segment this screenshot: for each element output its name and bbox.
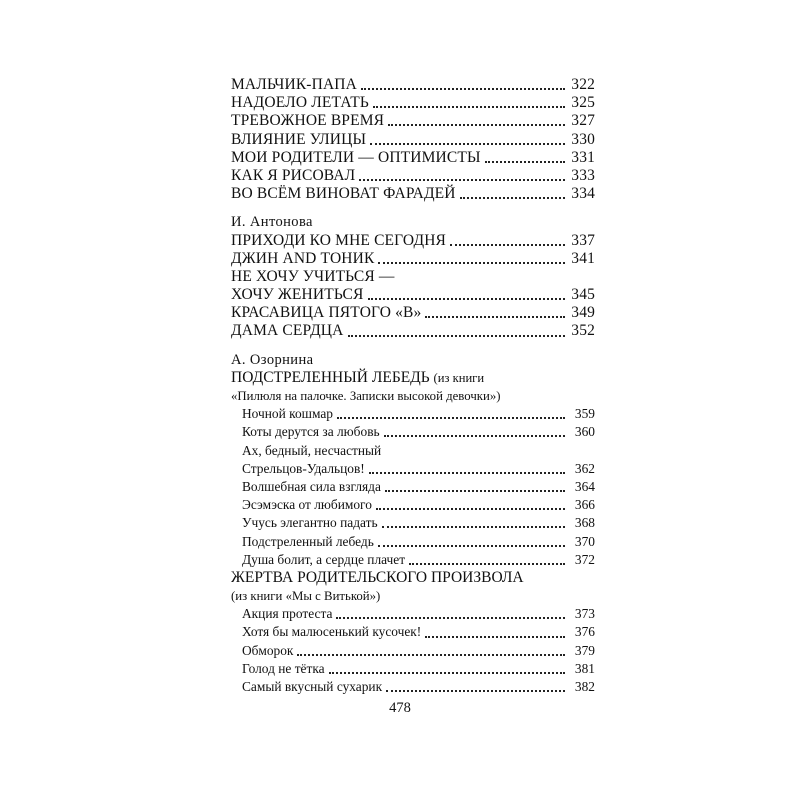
toc-entry-title: НАДОЕЛО ЛЕТАТЬ (231, 94, 369, 112)
toc-entry-page: 379 (574, 642, 595, 658)
leader-dots (337, 417, 565, 419)
leader-dots (425, 636, 565, 638)
toc-entry-title: Ночной кошмар (242, 406, 333, 422)
section-title-text: ПОДСТРЕЛЕННЫЙ ЛЕБЕДЬ (231, 368, 430, 386)
author-name: А. Озорнина (231, 351, 314, 368)
section-subtitle: «Пилюля на палочке. Записки высокой девочки») (231, 389, 501, 403)
toc-entry-page: 376 (574, 624, 595, 640)
toc-entry-title: Хотя бы малюсенький кусочек! (242, 624, 422, 640)
toc-entry (231, 623, 595, 641)
section-title: ЖЕРТВА РОДИТЕЛЬСКОГО ПРОИЗВОЛА (231, 568, 524, 586)
toc-entry (231, 605, 595, 623)
toc-entry-page: 368 (574, 515, 595, 531)
toc-entry (231, 423, 595, 441)
toc-entry-page: 381 (574, 660, 595, 676)
toc-entry-title: Душа болит, а сердце плачет (242, 551, 406, 567)
toc-entry (231, 460, 595, 478)
toc-entry-title: ДЖИН AND ТОНИК (231, 249, 375, 267)
leader-dots (385, 490, 565, 492)
toc-entry (231, 642, 595, 660)
toc-entry (231, 286, 595, 304)
toc-entry-title: Эсэмэска от любимого (242, 497, 372, 513)
section-subtitle: (из книги «Мы с Витькой») (231, 589, 381, 604)
toc-entry (231, 478, 595, 496)
toc-entry-title: ТРЕВОЖНОЕ ВРЕМЯ (231, 112, 385, 130)
toc-entry-title: Акция протеста (242, 606, 333, 622)
toc-entry-page: 372 (574, 551, 595, 567)
toc-entry-title: Обморок (242, 642, 294, 658)
toc-entry-page: 330 (571, 130, 595, 148)
toc-entry (231, 131, 595, 149)
toc-entry (231, 149, 595, 167)
toc-entry-title: Коты дерутся за любовь (242, 424, 380, 440)
toc-entry (231, 167, 595, 185)
toc-entry-page: 362 (574, 460, 595, 476)
toc-entry-title: Самый вкусный сухарик (242, 679, 383, 694)
leader-dots (384, 435, 565, 437)
toc-entry-page: 364 (574, 478, 595, 494)
leader-dots (485, 161, 565, 163)
toc-entry-page: 333 (571, 166, 595, 184)
toc-entry-page: 325 (571, 94, 595, 112)
toc-entry-page: 341 (571, 249, 595, 267)
toc-entry-title: ВО ВСЁМ ВИНОВАТ ФАРАДЕЙ (231, 185, 456, 203)
toc-entry-page: 360 (574, 424, 595, 440)
toc-entry-page: 322 (571, 76, 595, 93)
toc-entry-title: ПРИХОДИ КО МНЕ СЕГОДНЯ (231, 231, 447, 249)
leader-dots (386, 690, 565, 692)
toc-entry-page: 334 (571, 185, 595, 203)
leader-dots (373, 106, 565, 108)
toc-entry-title: Стрельцов-Удальцов! (242, 460, 365, 476)
toc-entry-title: МОИ РОДИТЕЛИ — ОПТИМИСТЫ (231, 148, 481, 166)
toc-entry-title: ХОЧУ ЖЕНИТЬСЯ (231, 286, 364, 304)
toc-entry-title: КАК Я РИСОВАЛ (231, 166, 356, 184)
leader-dots (336, 617, 565, 619)
toc-entry-page: 382 (574, 679, 595, 694)
toc-entry (231, 94, 595, 112)
section-note: (из книги (433, 370, 485, 385)
toc-entry (231, 405, 595, 423)
toc-entry-title: МАЛЬЧИК-ПАПА (231, 76, 357, 93)
toc-entry-title: КРАСАВИЦА ПЯТОГО «В» (231, 304, 422, 322)
leader-dots (369, 472, 565, 474)
toc-entry-wrapped-line (231, 442, 595, 460)
toc-entry (231, 551, 595, 569)
toc-entry (231, 76, 595, 94)
toc-entry (231, 660, 595, 678)
leader-dots (359, 179, 565, 181)
toc-entry-title: НЕ ХОЧУ УЧИТЬСЯ — (231, 267, 395, 285)
toc-entry-page: 345 (571, 286, 595, 304)
leader-dots (329, 672, 565, 674)
toc-entry-title: ДАМА СЕРДЦА (231, 322, 344, 340)
leader-dots (361, 88, 565, 90)
leader-dots (378, 545, 565, 547)
toc-entry (231, 112, 595, 130)
toc-entry (231, 514, 595, 532)
toc-entry (231, 496, 595, 514)
toc-entry-page: 331 (571, 148, 595, 166)
leader-dots (378, 262, 565, 264)
table-of-contents (231, 76, 595, 696)
toc-entry-title: Голод не тётка (242, 660, 325, 676)
section-title (231, 369, 595, 387)
author-name: И. Антонова (231, 214, 313, 231)
toc-entry-page: 337 (571, 231, 595, 249)
leader-dots (425, 316, 565, 318)
toc-entry-title: ВЛИЯНИЕ УЛИЦЫ (231, 130, 367, 148)
leader-dots (409, 563, 565, 565)
toc-entry (231, 250, 595, 268)
leader-dots (450, 244, 565, 246)
toc-entry (231, 533, 595, 551)
leader-dots (388, 124, 565, 126)
toc-entry (231, 232, 595, 250)
leader-dots (368, 298, 566, 300)
toc-entry-page: 352 (571, 322, 595, 340)
toc-entry-title: Волшебная сила взгляда (242, 478, 381, 494)
toc-entry (231, 304, 595, 322)
toc-entry-page: 366 (574, 497, 595, 513)
toc-entry-page: 349 (571, 304, 595, 322)
toc-entry-title: Ах, бедный, несчастный (242, 442, 382, 458)
toc-entry-page: 373 (574, 606, 595, 622)
toc-entry-page: 370 (574, 533, 595, 549)
leader-dots (382, 526, 565, 528)
toc-entry (231, 185, 595, 203)
toc-entry-title: Учусь элегантно падать (242, 515, 378, 531)
toc-entry (231, 678, 595, 696)
toc-entry-page: 359 (574, 406, 595, 422)
leader-dots (348, 335, 566, 337)
leader-dots (460, 197, 565, 199)
toc-entry (231, 322, 595, 340)
leader-dots (297, 654, 565, 656)
toc-entry-wrapped-line (231, 268, 595, 286)
page-number: 478 (389, 700, 411, 716)
leader-dots (376, 508, 565, 510)
toc-entry-title: Подстреленный лебедь (242, 533, 374, 549)
toc-entry-page: 327 (571, 112, 595, 130)
leader-dots (370, 143, 565, 145)
